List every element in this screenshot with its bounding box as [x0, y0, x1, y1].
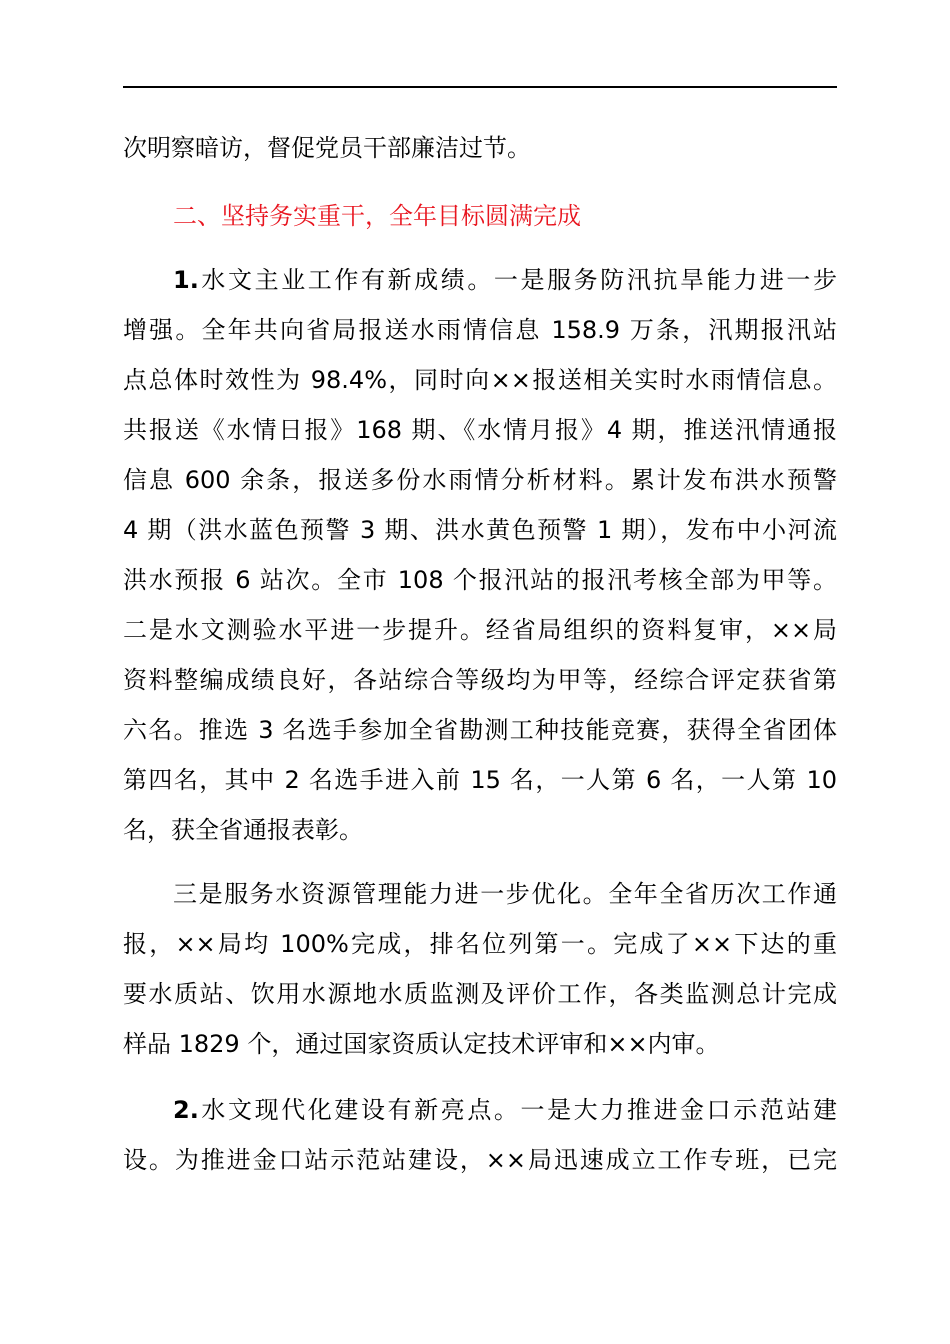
paragraph-line: 三是服务水资源管理能力进一步优化。全年全省历次工作通: [173, 880, 837, 908]
item-number: 1.: [173, 266, 199, 294]
paragraph-line: 增强。全年共向省局报送水雨情信息 158.9 万条，汛期报汛站: [123, 316, 837, 344]
text-line: 次明察暗访，督促党员干部廉洁过节。: [123, 134, 531, 162]
paragraph-line: 样品 1829 个，通过国家资质认定技术评审和××内审。: [123, 1030, 720, 1058]
paragraph-line: 共报送《水情日报》168 期、《水情月报》4 期，推送汛情通报: [123, 416, 837, 444]
paragraph-line: 4 期（洪水蓝色预警 3 期、洪水黄色预警 1 期），发布中小河流: [123, 516, 837, 544]
paragraph-line: 名，获全省通报表彰。: [123, 816, 363, 844]
paragraph-line: [173, 264, 837, 296]
paragraph-line: 二是水文测验水平进一步提升。经省局组织的资料复审，××局: [123, 616, 837, 644]
paragraph-line: 第四名，其中 2 名选手进入前 15 名，一人第 6 名，一人第 10: [123, 766, 837, 794]
paragraph-text: 水文现代化建设有新亮点。一是大力推进金口示范站建: [198, 1096, 837, 1124]
header-rule: [123, 86, 837, 88]
paragraph-line: 设。为推进金口站示范站建设，××局迅速成立工作专班，已完: [123, 1146, 837, 1174]
paragraph-line: 洪水预报 6 站次。全市 108 个报汛站的报汛考核全部为甲等。: [123, 566, 837, 594]
paragraph-text: 水文主业工作有新成绩。一是服务防汛抗旱能力进一步: [198, 266, 837, 294]
item-number: 2.: [173, 1096, 199, 1124]
paragraph-line: 要水质站、饮用水源地水质监测及评价工作，各类监测总计完成: [123, 980, 837, 1008]
paragraph-line: [173, 1094, 837, 1126]
paragraph-line: 信息 600 余条，报送多份水雨情分析材料。累计发布洪水预警: [123, 466, 837, 494]
paragraph-line: 报，××局均 100%完成，排名位列第一。完成了××下达的重: [123, 930, 837, 958]
paragraph-line: 点总体时效性为 98.4%，同时向××报送相关实时水雨情信息。: [123, 366, 837, 394]
paragraph-line: 资料整编成绩良好，各站综合等级均为甲等，经综合评定获省第: [123, 666, 837, 694]
section-heading: 二、坚持务实重干，全年目标圆满完成: [173, 202, 581, 230]
paragraph-line: 六名。推选 3 名选手参加全省勘测工种技能竞赛，获得全省团体: [123, 716, 837, 744]
